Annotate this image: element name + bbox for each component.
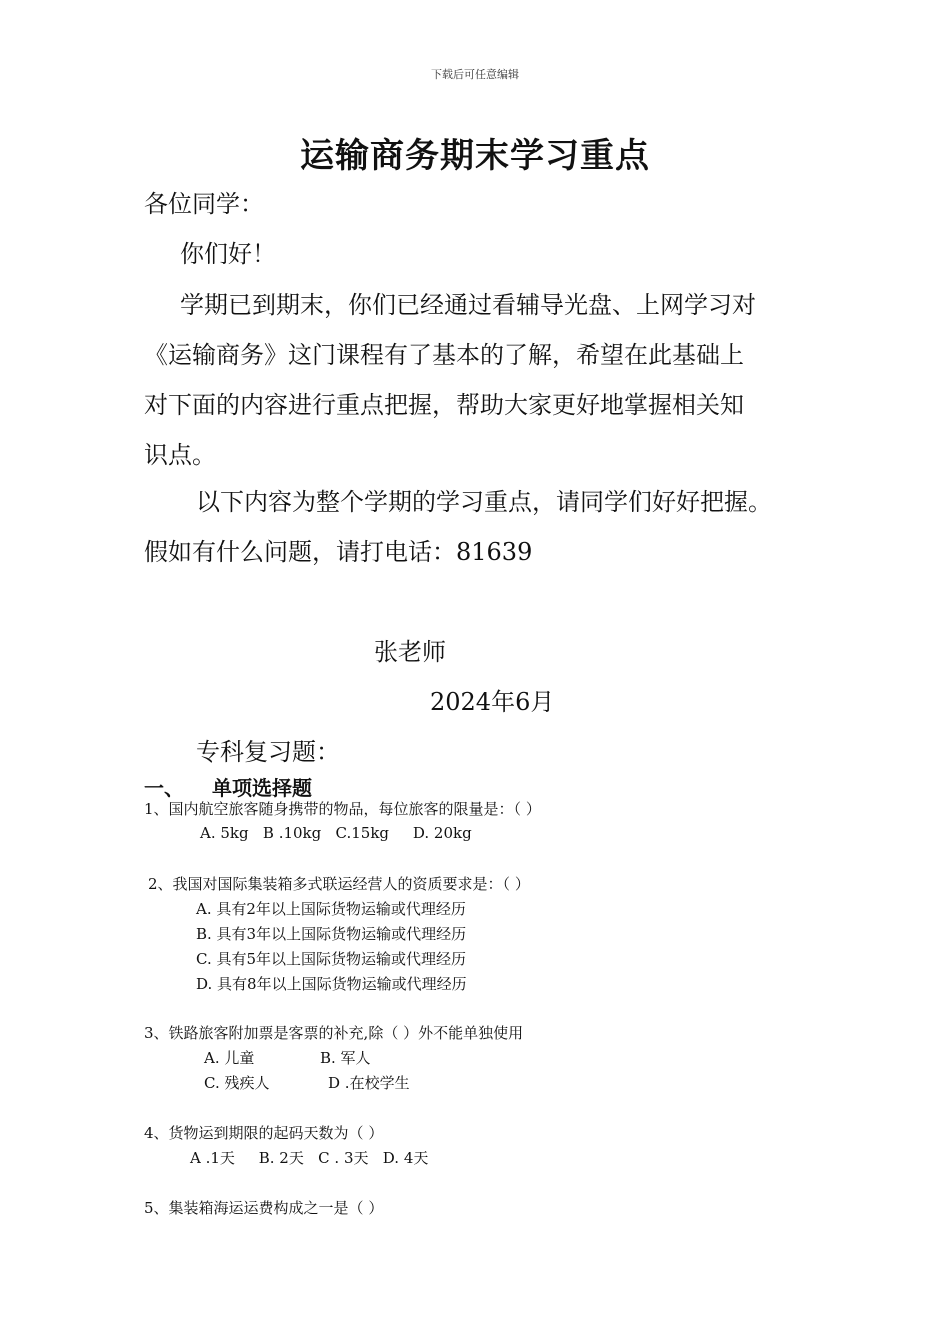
focus-line: 以下内容为整个学期的学习重点，请同学们好好把握。 bbox=[196, 488, 772, 516]
signature: 张老师 bbox=[374, 638, 446, 666]
question-stem: 3、铁路旅客附加票是客票的补充,除（ ）外不能单独使用 bbox=[144, 1024, 524, 1042]
section-number: 一、 bbox=[144, 776, 184, 800]
intro-paragraph bbox=[144, 280, 824, 480]
intro-line: 学期已到期末，你们已经通过看辅导光盘、上网学习对 bbox=[180, 291, 756, 319]
contact-line: 假如有什么问题，请打电话：81639 bbox=[144, 538, 533, 566]
page-header: 下载后可任意编辑 bbox=[431, 68, 519, 81]
question-option: D. 具有8年以上国际货物运输或代理经历 bbox=[196, 975, 467, 993]
intro-line: 对下面的内容进行重点把握，帮助大家更好地掌握相关知 bbox=[144, 391, 744, 419]
section-title: 单项选择题 bbox=[212, 776, 312, 800]
question-option: B. 军人 bbox=[320, 1049, 371, 1067]
intro-line: 《运输商务》这门课程有了基本的了解，希望在此基础上 bbox=[144, 341, 744, 369]
greeting: 各位同学： bbox=[144, 190, 264, 218]
review-title: 专科复习题： bbox=[196, 738, 340, 766]
question-option: D .在校学生 bbox=[328, 1074, 410, 1092]
question-option: C. 具有5年以上国际货物运输或代理经历 bbox=[196, 950, 467, 968]
document-title: 运输商务期末学习重点 bbox=[300, 136, 650, 176]
question-stem: 4、货物运到期限的起码天数为（ ） bbox=[144, 1124, 384, 1142]
date: 2024年6月 bbox=[430, 688, 555, 716]
question-stem: 5、集装箱海运运费构成之一是（ ） bbox=[144, 1199, 384, 1217]
question-option: A. 儿童 bbox=[204, 1049, 255, 1067]
question-option: A. 具有2年以上国际货物运输或代理经历 bbox=[196, 900, 466, 918]
question-stem: 2、我国对国际集装箱多式联运经营人的资质要求是：（ ） bbox=[148, 875, 530, 893]
question-option: B. 具有3年以上国际货物运输或代理经历 bbox=[196, 925, 467, 943]
question-option: C. 残疾人 bbox=[204, 1074, 270, 1092]
question-stem: 1、国内航空旅客随身携带的物品，每位旅客的限量是：（ ） bbox=[144, 800, 541, 818]
intro-line: 识点。 bbox=[144, 441, 216, 469]
hello-line: 你们好！ bbox=[180, 240, 276, 268]
question-options: A. 5kg B .10kg C.15kg D. 20kg bbox=[200, 824, 472, 842]
question-options: A .1天 B. 2天 C . 3天 D. 4天 bbox=[190, 1149, 429, 1167]
